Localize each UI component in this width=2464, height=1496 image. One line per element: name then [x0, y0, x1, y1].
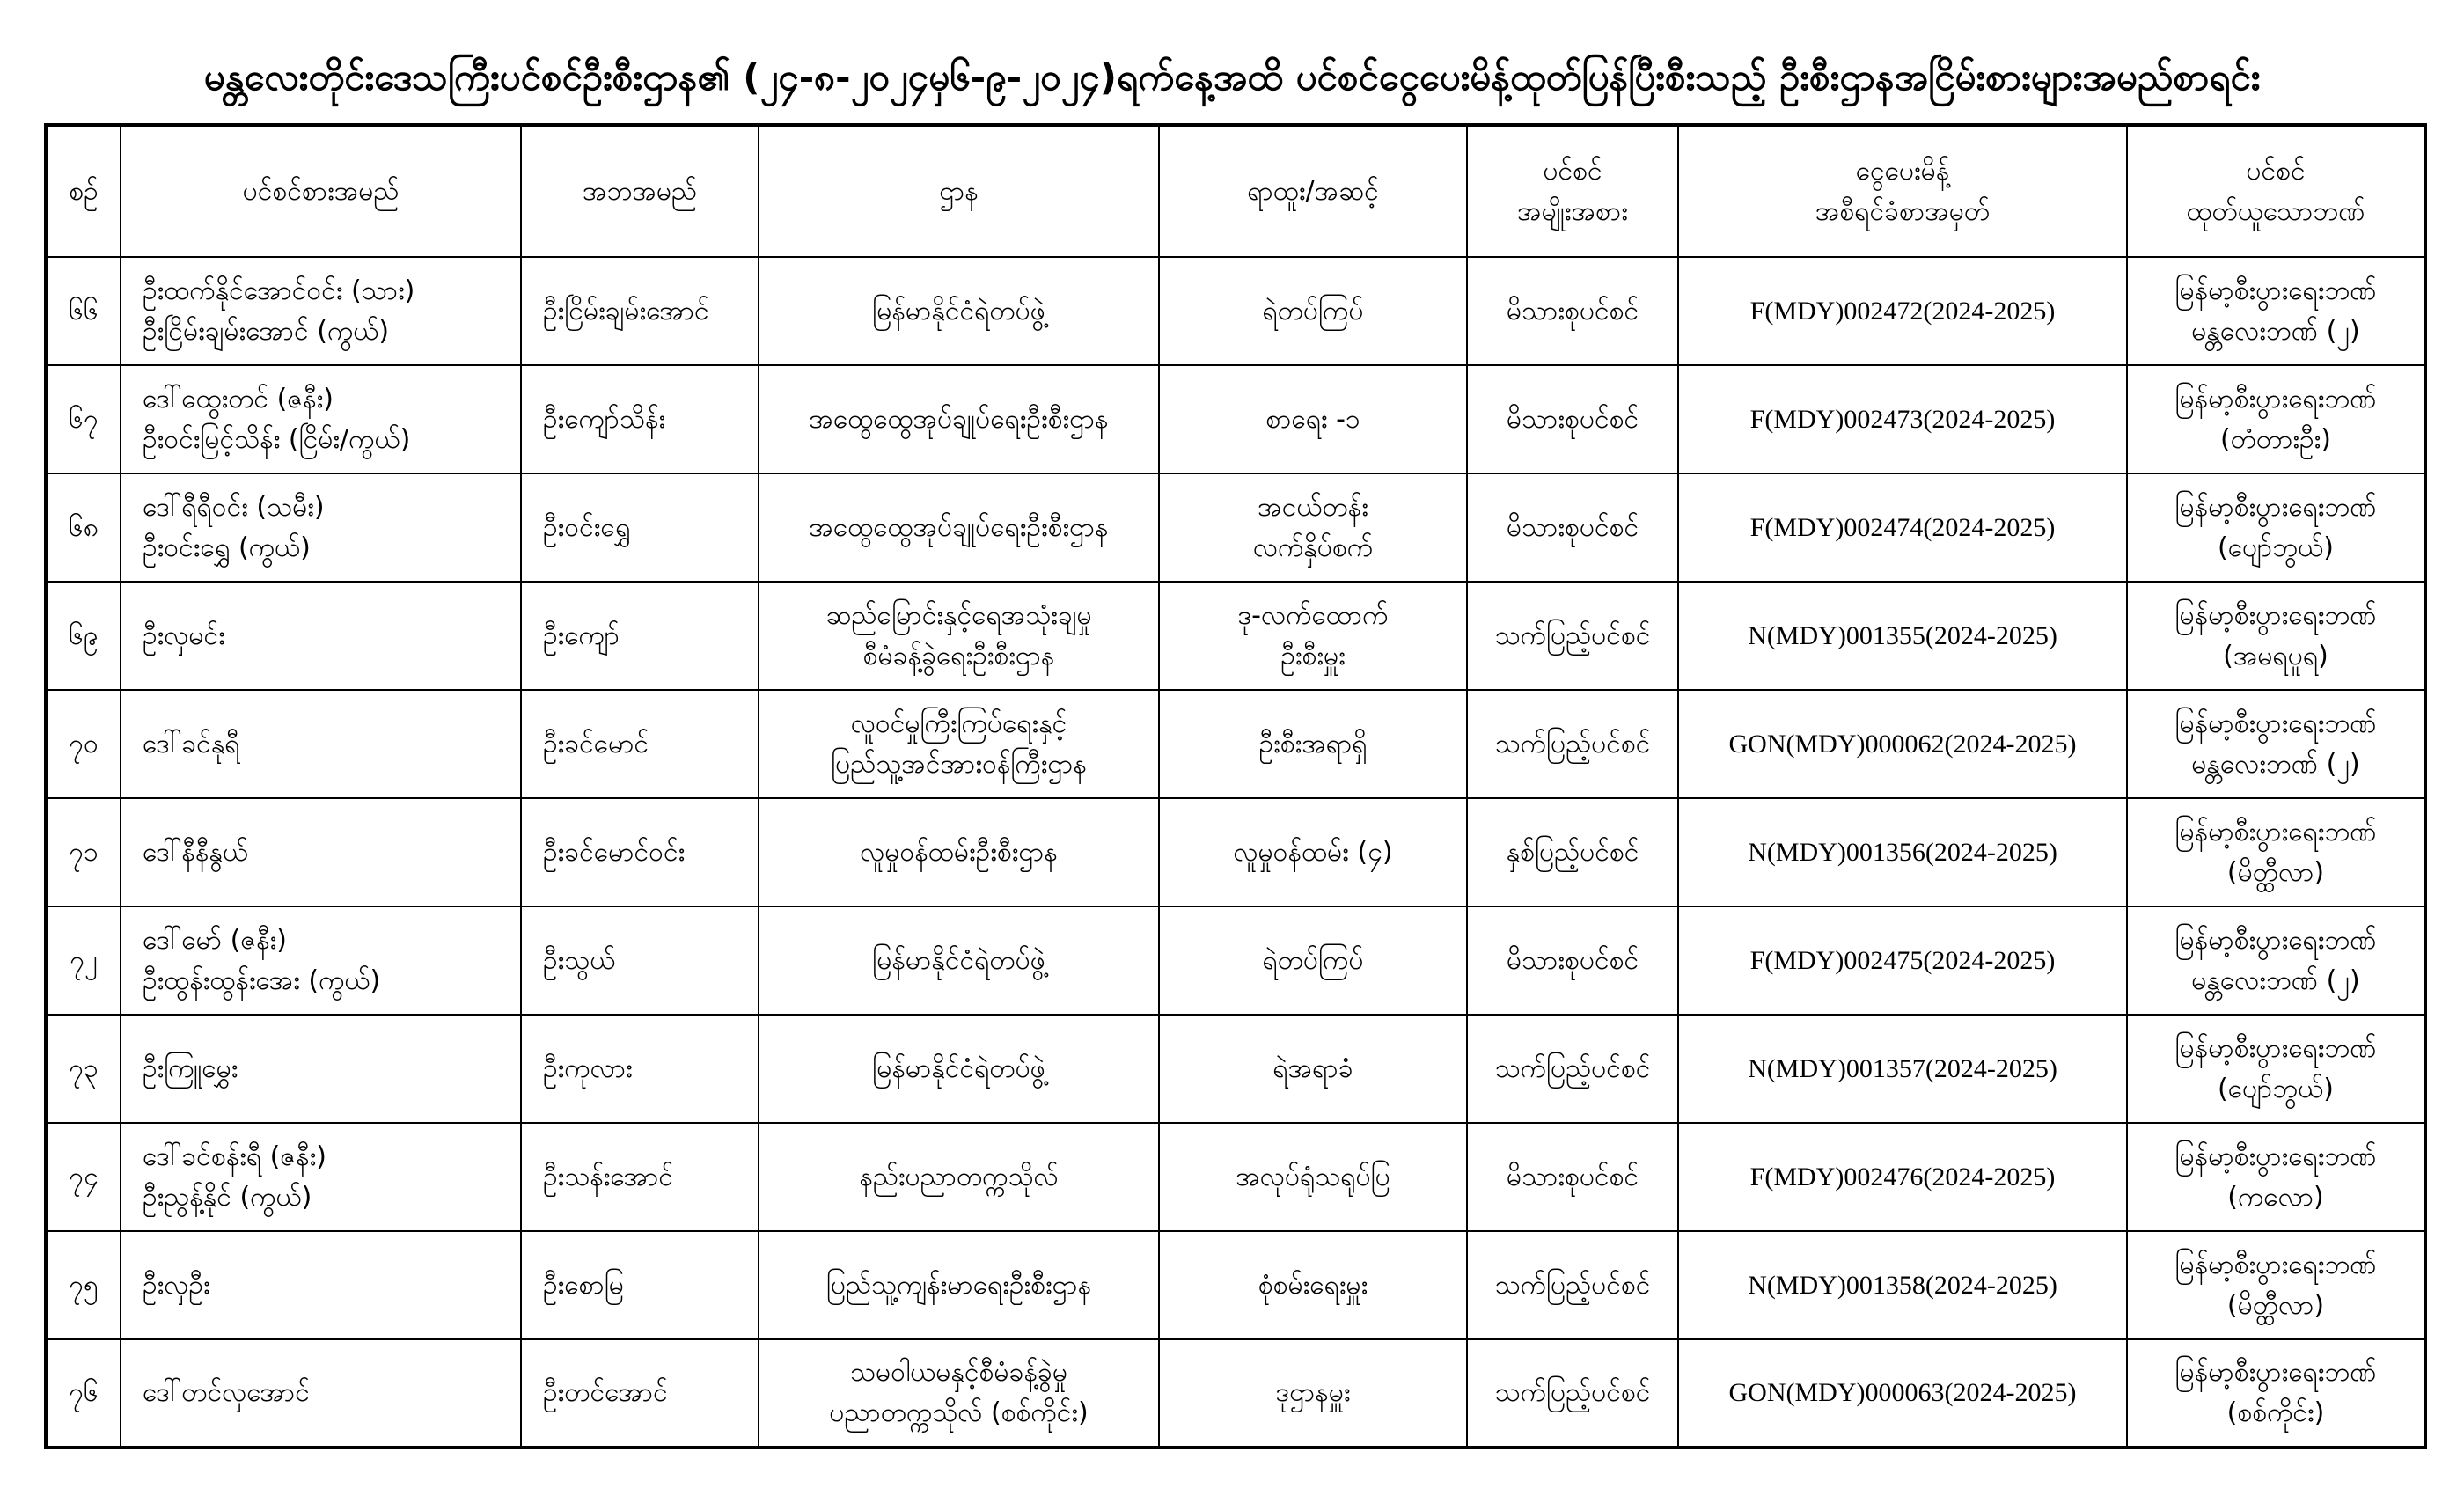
cell-order-number	[1678, 1015, 2127, 1123]
table-row	[46, 582, 2425, 690]
cell-no-text: ၆၇	[69, 403, 99, 435]
cell-pension-type	[1467, 257, 1678, 365]
cell-pensioner-name-text-line1: ဦးကြူမွှေး	[143, 1052, 238, 1084]
cell-no-text: ၆၆	[69, 295, 99, 326]
cell-bank	[2127, 690, 2425, 798]
cell-pension-type	[1467, 1339, 1678, 1448]
cell-pensioner-name	[121, 906, 521, 1015]
cell-bank	[2127, 906, 2425, 1015]
cell-father-name-text: ဦးခင်မောင်	[543, 728, 649, 759]
cell-no	[46, 1123, 121, 1231]
cell-pension-type	[1467, 1231, 1678, 1339]
cell-pension-type-text: သက်ပြည့်ပင်စင်	[1494, 620, 1651, 651]
cell-order-number-text: N(MDY)001358(2024-2025)	[1748, 1270, 2057, 1300]
cell-department-text-line1: လူမှုဝန်ထမ်းဦးစီးဌာန	[860, 836, 1058, 868]
cell-bank	[2127, 473, 2425, 582]
cell-rank	[1159, 365, 1467, 473]
col-header-department-line1: ဌာန	[939, 175, 979, 207]
cell-rank-text-line2: လက်နှိပ်စက်	[1252, 532, 1374, 563]
cell-pensioner-name	[121, 582, 521, 690]
cell-bank-text-line2: (ပျော်ဘွယ်)	[2218, 1073, 2334, 1104]
col-header-rank	[1159, 125, 1467, 257]
cell-pension-type	[1467, 906, 1678, 1015]
cell-father-name	[521, 257, 759, 365]
cell-pensioner-name	[121, 1231, 521, 1339]
cell-rank-text-line1: စုံစမ်းရေးမှူး	[1258, 1269, 1368, 1301]
cell-bank-text-line2: (တံတားဦး)	[2219, 423, 2332, 455]
cell-father-name	[521, 365, 759, 473]
cell-department-text-line1: လူဝင်မှုကြီးကြပ်ရေးနှင့်	[850, 708, 1067, 739]
table-row	[46, 473, 2425, 582]
cell-department-text-line2: စီမံခန့်ခွဲရေးဦးစီးဌာန	[862, 640, 1055, 671]
cell-bank	[2127, 365, 2425, 473]
cell-bank-text-line1: မြန်မာ့စီးပွားရေးဘဏ်	[2174, 599, 2377, 631]
cell-father-name-text: ဦးသန်းအောင်	[543, 1161, 674, 1192]
cell-father-name-text: ဦးဝင်းရွှေ	[543, 511, 631, 543]
cell-department	[759, 473, 1159, 582]
cell-pension-type	[1467, 1123, 1678, 1231]
cell-bank	[2127, 798, 2425, 906]
cell-bank-text-line2: (မိတ္ထီလာ)	[2226, 1289, 2325, 1321]
cell-bank-text-line2: မန္တလေးဘဏ် (၂)	[2191, 748, 2360, 780]
cell-no-text: ၇၃	[69, 1052, 99, 1084]
cell-department-text-line1: နည်းပညာတက္ကသိုလ်	[859, 1161, 1059, 1192]
cell-no-text: ၆၉	[69, 620, 99, 651]
col-header-order-number	[1678, 125, 2127, 257]
cell-bank-text-line2: မန္တလေးဘဏ် (၂)	[2191, 315, 2360, 347]
cell-pension-type-text: သက်ပြည့်ပင်စင်	[1494, 1052, 1651, 1084]
cell-rank	[1159, 690, 1467, 798]
cell-pensioner-name	[121, 257, 521, 365]
cell-father-name	[521, 473, 759, 582]
cell-pension-type-text: သက်ပြည့်ပင်စင်	[1494, 1377, 1651, 1408]
cell-bank-text-line1: မြန်မာ့စီးပွားရေးဘဏ်	[2174, 1140, 2377, 1172]
cell-pension-type	[1467, 365, 1678, 473]
table-row	[46, 690, 2425, 798]
cell-father-name	[521, 1123, 759, 1231]
cell-order-number	[1678, 1339, 2127, 1448]
cell-pensioner-name-text-line1: ဦးလှမင်း	[143, 620, 225, 651]
cell-order-number-text: F(MDY)002474(2024-2025)	[1749, 512, 2056, 542]
cell-pensioner-name-text-line2: ဦးဝင်းရွှေ (ကွယ်)	[143, 532, 311, 563]
cell-pensioner-name-text-line2: ဦးထွန်းထွန်းအေး (ကွယ်)	[143, 964, 381, 996]
cell-father-name-text: ဦးကျော်	[543, 620, 620, 651]
cell-pension-type	[1467, 473, 1678, 582]
cell-pension-type-text: နှစ်ပြည့်ပင်စင်	[1506, 836, 1639, 868]
cell-department-text-line1: မြန်မာနိုင်ငံရဲတပ်ဖွဲ့	[872, 1052, 1045, 1084]
page-title: မန္တလေးတိုင်းဒေသကြီးပင်စင်ဦးစီးဌာန၏ (၂၄-၈-၂၀၂၄မှ၆-၉-၂၀၂၄)ရက်နေ့အထိ ပင်စင်ငွေပေးမိန့်ထုတ်ပြန်ပြီးစီးသည့် ဦးစီးဌာနအငြိမ်းစားများအမည်စာရင်း	[203, 55, 2261, 99]
cell-pension-type-text: မိသားစုပင်စင်	[1506, 403, 1639, 435]
cell-no-text: ၇၂	[70, 944, 98, 976]
cell-department	[759, 582, 1159, 690]
cell-no	[46, 365, 121, 473]
cell-pension-type-text: မိသားစုပင်စင်	[1506, 944, 1639, 976]
col-header-pension-type-line1: ပင်စင်	[1543, 155, 1602, 187]
cell-no	[46, 257, 121, 365]
cell-order-number-text: N(MDY)001357(2024-2025)	[1748, 1053, 2057, 1083]
cell-order-number-text: F(MDY)002475(2024-2025)	[1749, 945, 2056, 975]
cell-rank-text-line1: စာရေး -၁	[1265, 403, 1360, 435]
cell-father-name-text: ဦးတင်အောင်	[543, 1377, 668, 1408]
cell-department	[759, 906, 1159, 1015]
cell-bank-text-line1: မြန်မာ့စီးပွားရေးဘဏ်	[2174, 491, 2377, 523]
cell-no-text: ၇၆	[69, 1377, 99, 1408]
cell-pensioner-name	[121, 1123, 521, 1231]
cell-pensioner-name	[121, 1339, 521, 1448]
cell-rank-text-line1: ဒု-လက်ထောက်	[1237, 599, 1389, 631]
cell-department	[759, 1015, 1159, 1123]
col-header-bank-line2: ထုတ်ယူသောဘဏ်	[2186, 195, 2365, 227]
cell-order-number-text: N(MDY)001356(2024-2025)	[1748, 837, 2057, 867]
cell-no	[46, 906, 121, 1015]
col-header-no	[46, 125, 121, 257]
col-header-pension-type	[1467, 125, 1678, 257]
cell-bank-text-line1: မြန်မာ့စီးပွားရေးဘဏ်	[2174, 708, 2377, 739]
table-row	[46, 1231, 2425, 1339]
cell-rank	[1159, 257, 1467, 365]
table-row	[46, 1123, 2425, 1231]
cell-rank	[1159, 1231, 1467, 1339]
cell-order-number	[1678, 690, 2127, 798]
cell-father-name-text: ဦးသွယ်	[543, 944, 616, 976]
cell-pensioner-name-text-line1: ဦးထက်နိုင်အောင်ဝင်း (သား)	[143, 275, 415, 306]
cell-order-number	[1678, 582, 2127, 690]
cell-order-number-text: F(MDY)002472(2024-2025)	[1749, 296, 2056, 326]
cell-no	[46, 1339, 121, 1448]
cell-bank-text-line2: (ပျော်ဘွယ်)	[2218, 532, 2334, 563]
cell-department	[759, 257, 1159, 365]
cell-pensioner-name-text-line2: ဦးငြိမ်းချမ်းအောင် (ကွယ်)	[143, 315, 390, 347]
col-header-bank	[2127, 125, 2425, 257]
cell-pensioner-name-text-line1: ဒေါ်ရီရီဝင်း (သမီး)	[143, 491, 325, 523]
cell-department	[759, 1231, 1159, 1339]
table-row	[46, 906, 2425, 1015]
cell-bank-text-line2: (ကလော)	[2227, 1181, 2324, 1213]
cell-no-text: ၇၄	[69, 1161, 99, 1192]
table-row	[46, 798, 2425, 906]
cell-order-number	[1678, 1123, 2127, 1231]
cell-pensioner-name	[121, 690, 521, 798]
cell-bank-text-line2: (စစ်ကိုင်း)	[2226, 1397, 2325, 1428]
cell-pension-type-text: သက်ပြည့်ပင်စင်	[1494, 728, 1651, 759]
cell-pension-type-text: မိသားစုပင်စင်	[1506, 1161, 1639, 1192]
cell-pensioner-name-text-line1: ဒေါ်ခင်နုရီ	[143, 728, 240, 759]
table-row	[46, 257, 2425, 365]
cell-rank	[1159, 473, 1467, 582]
cell-pension-type-text: သက်ပြည့်ပင်စင်	[1494, 1269, 1651, 1301]
cell-rank	[1159, 1123, 1467, 1231]
cell-rank	[1159, 582, 1467, 690]
cell-order-number	[1678, 365, 2127, 473]
cell-rank-text-line1: အလုပ်ရုံသရုပ်ပြ	[1236, 1161, 1390, 1192]
cell-pensioner-name-text-line1: ဒေါ်မော် (ဇနီး)	[143, 924, 287, 956]
cell-pensioner-name-text-line2: ဦးညွန့်နိုင် (ကွယ်)	[143, 1181, 312, 1213]
cell-rank	[1159, 798, 1467, 906]
table-row	[46, 1339, 2425, 1448]
cell-no-text: ၇၀	[69, 728, 99, 759]
cell-bank-text-line1: မြန်မာ့စီးပွားရေးဘဏ်	[2174, 275, 2377, 306]
cell-department	[759, 1123, 1159, 1231]
cell-father-name	[521, 690, 759, 798]
cell-order-number-text: N(MDY)001355(2024-2025)	[1748, 620, 2057, 650]
cell-no-text: ၇၁	[69, 836, 99, 868]
cell-father-name-text: ဦးစောမြ	[543, 1269, 624, 1301]
cell-department-text-line1: အထွေထွေအုပ်ချုပ်ရေးဦးစီးဌာန	[809, 403, 1109, 435]
cell-order-number-text: GON(MDY)000063(2024-2025)	[1728, 1378, 2077, 1407]
cell-bank	[2127, 1339, 2425, 1448]
table-body	[46, 257, 2425, 1448]
cell-rank-text-line1: ရဲတပ်ကြပ်	[1262, 944, 1364, 976]
cell-pensioner-name-text-line1: ဦးလှဦး	[143, 1269, 210, 1301]
table-header-row	[46, 125, 2425, 257]
cell-no	[46, 582, 121, 690]
table-row	[46, 1015, 2425, 1123]
col-header-father-name-line1: အဘအမည်	[582, 175, 698, 207]
cell-pensioner-name-text-line2: ဦးဝင်းမြင့်သိန်း (ငြိမ်း/ကွယ်)	[143, 423, 411, 455]
cell-order-number	[1678, 798, 2127, 906]
cell-bank	[2127, 1123, 2425, 1231]
cell-father-name-text: ဦးကျော်သိန်း	[543, 403, 666, 435]
cell-father-name	[521, 1231, 759, 1339]
cell-pensioner-name	[121, 365, 521, 473]
cell-no	[46, 1231, 121, 1339]
cell-department-text-line1: မြန်မာနိုင်ငံရဲတပ်ဖွဲ့	[872, 944, 1045, 976]
cell-rank	[1159, 1339, 1467, 1448]
cell-pension-type	[1467, 690, 1678, 798]
cell-no	[46, 798, 121, 906]
cell-bank-text-line1: မြန်မာ့စီးပွားရေးဘဏ်	[2174, 1032, 2377, 1064]
col-header-pensioner-name-line1: ပင်စင်စားအမည်	[242, 175, 400, 207]
cell-department	[759, 1339, 1159, 1448]
cell-bank-text-line2: မန္တလေးဘဏ် (၂)	[2191, 964, 2360, 996]
cell-pensioner-name	[121, 1015, 521, 1123]
cell-department-text-line2: ပြည်သူ့အင်အားဝန်ကြီးဌာန	[831, 748, 1087, 780]
cell-pensioner-name-text-line1: ဒေါ်ခင်စန်းရီ (ဇနီး)	[143, 1140, 326, 1172]
cell-bank	[2127, 257, 2425, 365]
cell-no	[46, 1015, 121, 1123]
cell-department	[759, 690, 1159, 798]
cell-no	[46, 690, 121, 798]
col-header-bank-line1: ပင်စင်	[2246, 155, 2306, 187]
cell-order-number-text: F(MDY)002476(2024-2025)	[1749, 1162, 2056, 1192]
col-header-pension-type-line2: အမျိုးအစား	[1517, 195, 1628, 227]
cell-father-name-text: ဦးငြိမ်းချမ်းအောင်	[543, 295, 709, 326]
cell-order-number-text: F(MDY)002473(2024-2025)	[1749, 404, 2056, 434]
col-header-rank-line1: ရာထူး/အဆင့်	[1247, 175, 1379, 207]
cell-order-number	[1678, 1231, 2127, 1339]
cell-order-number	[1678, 906, 2127, 1015]
cell-bank-text-line1: မြန်မာ့စီးပွားရေးဘဏ်	[2174, 924, 2377, 956]
cell-rank-text-line1: လူမှုဝန်ထမ်း (၄)	[1233, 836, 1393, 868]
cell-rank-text-line1: ဒုဌာနမှူး	[1275, 1377, 1351, 1408]
cell-department-text-line1: ပြည်သူ့ကျန်းမာရေးဦးစီးဌာန	[825, 1269, 1092, 1301]
cell-department	[759, 798, 1159, 906]
cell-pensioner-name	[121, 798, 521, 906]
cell-rank-text-line1: အငယ်တန်း	[1258, 491, 1368, 523]
cell-rank-text-line1: ရဲတပ်ကြပ်	[1262, 295, 1364, 326]
cell-rank-text-line1: ဦးစီးအရာရှိ	[1258, 728, 1368, 759]
cell-pension-type	[1467, 582, 1678, 690]
cell-father-name-text: ဦးခင်မောင်ဝင်း	[543, 836, 686, 868]
cell-bank	[2127, 1231, 2425, 1339]
cell-father-name	[521, 1015, 759, 1123]
cell-pensioner-name-text-line1: ဒေါ်ထွေးတင် (ဇနီး)	[143, 383, 334, 414]
cell-department-text-line1: ဆည်မြောင်းနှင့်ရေအသုံးချမှု	[825, 599, 1092, 631]
pension-roster-table	[44, 123, 2427, 1449]
cell-rank	[1159, 1015, 1467, 1123]
cell-no-text: ၇၅	[69, 1269, 99, 1301]
cell-bank	[2127, 582, 2425, 690]
cell-bank-text-line1: မြန်မာ့စီးပွားရေးဘဏ်	[2174, 816, 2377, 847]
col-header-no-line1: စဉ်	[69, 175, 99, 207]
cell-father-name	[521, 798, 759, 906]
cell-department-text-line2: ပညာတက္ကသိုလ် (စစ်ကိုင်း)	[829, 1397, 1089, 1428]
cell-order-number	[1678, 473, 2127, 582]
cell-rank-text-line2: ဦးစီးမှူး	[1280, 640, 1346, 671]
cell-father-name-text: ဦးကုလား	[543, 1052, 633, 1084]
col-header-department	[759, 125, 1159, 257]
col-header-father-name	[521, 125, 759, 257]
col-header-pensioner-name	[121, 125, 521, 257]
cell-bank-text-line1: မြန်မာ့စီးပွားရေးဘဏ်	[2174, 383, 2377, 414]
cell-no-text: ၆၈	[68, 511, 99, 543]
cell-department-text-line1: မြန်မာနိုင်ငံရဲတပ်ဖွဲ့	[872, 295, 1045, 326]
cell-father-name	[521, 582, 759, 690]
cell-bank-text-line1: မြန်မာ့စီးပွားရေးဘဏ်	[2174, 1249, 2377, 1280]
cell-bank-text-line2: (အမရပူရ)	[2223, 640, 2328, 671]
cell-order-number	[1678, 257, 2127, 365]
cell-bank	[2127, 1015, 2425, 1123]
col-header-order-number-line2: အစီရင်ခံစာအမှတ်	[1815, 195, 1991, 227]
cell-bank-text-line2: (မိတ္ထီလာ)	[2226, 856, 2325, 888]
cell-department-text-line1: အထွေထွေအုပ်ချုပ်ရေးဦးစီးဌာန	[809, 511, 1109, 543]
cell-bank-text-line1: မြန်မာ့စီးပွားရေးဘဏ်	[2174, 1357, 2377, 1388]
cell-pension-type-text: မိသားစုပင်စင်	[1506, 511, 1639, 543]
cell-rank	[1159, 906, 1467, 1015]
cell-no	[46, 473, 121, 582]
cell-order-number-text: GON(MDY)000062(2024-2025)	[1728, 729, 2077, 759]
table-row	[46, 365, 2425, 473]
cell-rank-text-line1: ရဲအရာခံ	[1272, 1052, 1353, 1084]
cell-pensioner-name-text-line1: ဒေါ်တင်လှအောင်	[143, 1377, 310, 1408]
cell-department	[759, 365, 1159, 473]
cell-pension-type-text: မိသားစုပင်စင်	[1506, 295, 1639, 326]
cell-father-name	[521, 1339, 759, 1448]
cell-father-name	[521, 906, 759, 1015]
cell-department-text-line1: သမဝါယမနှင့်စီမံခန့်ခွဲမှု	[849, 1357, 1067, 1388]
cell-pension-type	[1467, 1015, 1678, 1123]
col-header-order-number-line1: ငွေပေးမိန့်	[1855, 155, 1950, 187]
cell-pensioner-name	[121, 473, 521, 582]
cell-pensioner-name-text-line1: ဒေါ်နီနီနွယ်	[143, 836, 248, 868]
cell-pension-type	[1467, 798, 1678, 906]
